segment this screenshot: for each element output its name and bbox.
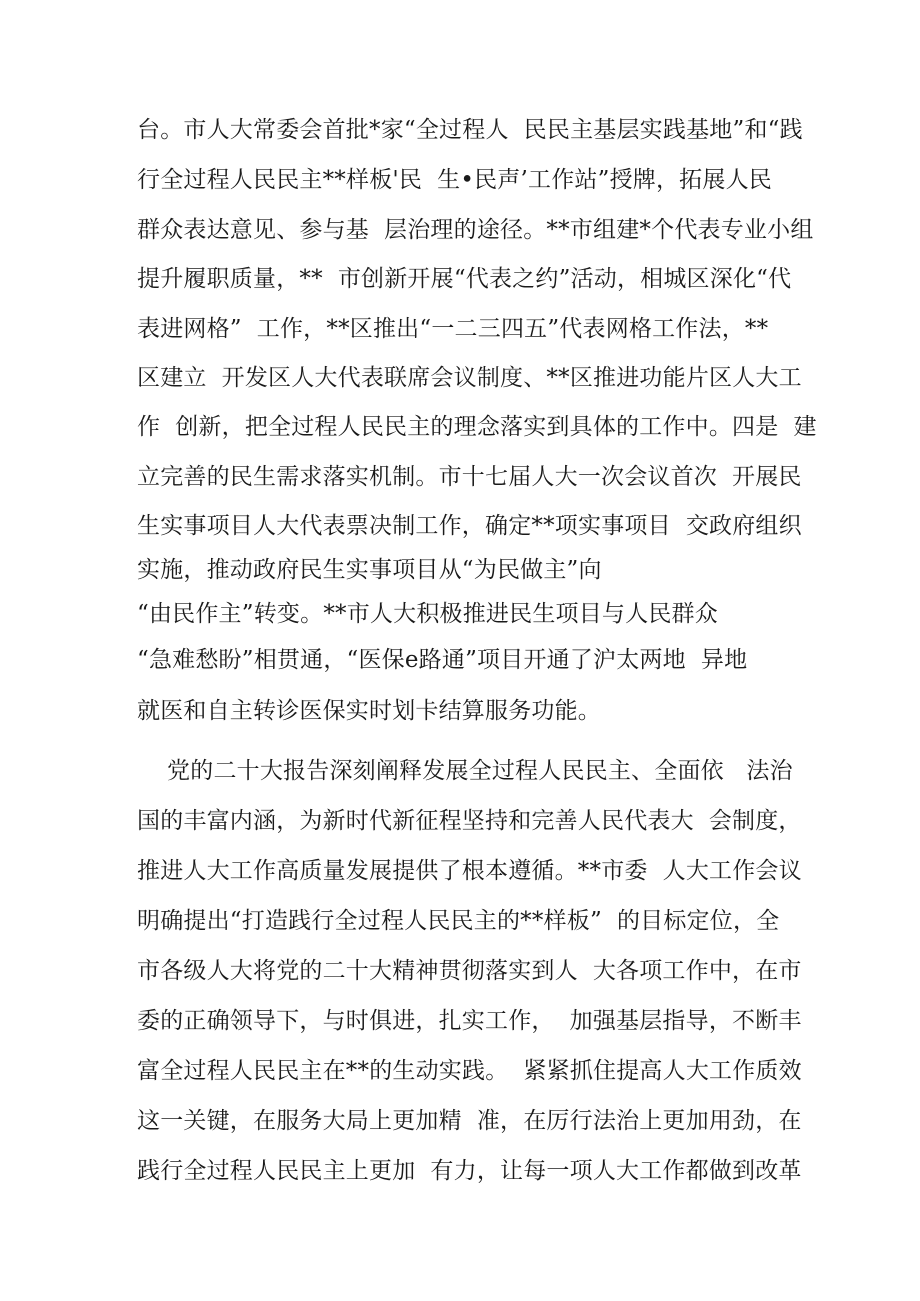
paragraph-2-line-4: 明确提出“打造践行全过程人民民主的**样板” 的目标定位，全 (137, 908, 780, 934)
paragraph-2-line-5: 市各级人大将党的二十大精神贯彻落实到人 大各项工作中，在市 (137, 958, 802, 984)
paragraph-2-line-7: 富全过程人民民主在**的生动实践。 紧紧抓住提高人大工作质效 (137, 1058, 802, 1084)
paragraph-2-line-3: 推进人大工作高质量发展提供了根本遵循。**市委 人大工作会议 (137, 858, 802, 884)
paragraph-2-line-6: 委的正确领导下，与时俱进，扎实工作， 加强基层指导，不断丰 (137, 1008, 802, 1034)
paragraph-1-line-9: 生实事项目人大代表票决制工作，确定**项实事项目 交政府组织 (137, 513, 802, 539)
paragraph-1-line-5: 表进网格” 工作，**区推出“一二三四五”代表网格工作法，** (137, 316, 769, 342)
paragraph-1-line-4: 提升履职质量，** 市创新开展“代表之约”活动，相城区深化“代 (137, 266, 792, 292)
paragraph-1-line-11: “由民作主”转变。**市人大积极推进民生项目与人民群众 (137, 601, 718, 627)
paragraph-2-line-2: 国的丰富内涵，为新时代新征程坚持和完善人民代表大 会制度， (137, 808, 802, 834)
paragraph-1-line-13: 就医和自主转诊医保实时划卡结算服务功能。 (137, 698, 601, 724)
paragraph-1-line-8: 立完善的民生需求落实机制。市十七届人大一次会议首次 开展民 (137, 464, 802, 490)
paragraph-1-line-12: “急难愁盼”相贯通，“医保e路通”项目开通了沪太两地 异地 (137, 647, 748, 673)
paragraph-1-line-1: 台。市人大常委会首批*家“全过程人 民民主基层实践基地”和“践 (137, 117, 803, 143)
paragraph-2-line-1: 党的二十大报告深刻阐释发展全过程人民民主、全面依 法治 (137, 758, 793, 784)
paragraph-1-line-2: 行全过程人民民主**样板'民 生•民声’工作站”授牌，拓展人民 (137, 167, 772, 193)
paragraph-1-line-10: 实施，推动政府民生实事项目从“为民做主”向 (137, 557, 602, 583)
paragraph-2-line-9: 践行全过程人民民主上更加 有力，让每一项人大工作都做到改革 (137, 1158, 802, 1184)
paragraph-1-line-3: 群众表达意见、参与基 层治理的途径。**市组建*个代表专业小组 (137, 217, 814, 243)
paragraph-1-line-6: 区建立 开发区人大代表联席会议制度、**区推进功能片区人大工 (137, 365, 802, 391)
paragraph-2-line-8: 这一关键，在服务大局上更加精 准，在厉行法治上更加用劲，在 (137, 1108, 802, 1134)
paragraph-1-line-7: 作 创新，把全过程人民民主的理念落实到具体的工作中。四是 建 (137, 414, 817, 440)
